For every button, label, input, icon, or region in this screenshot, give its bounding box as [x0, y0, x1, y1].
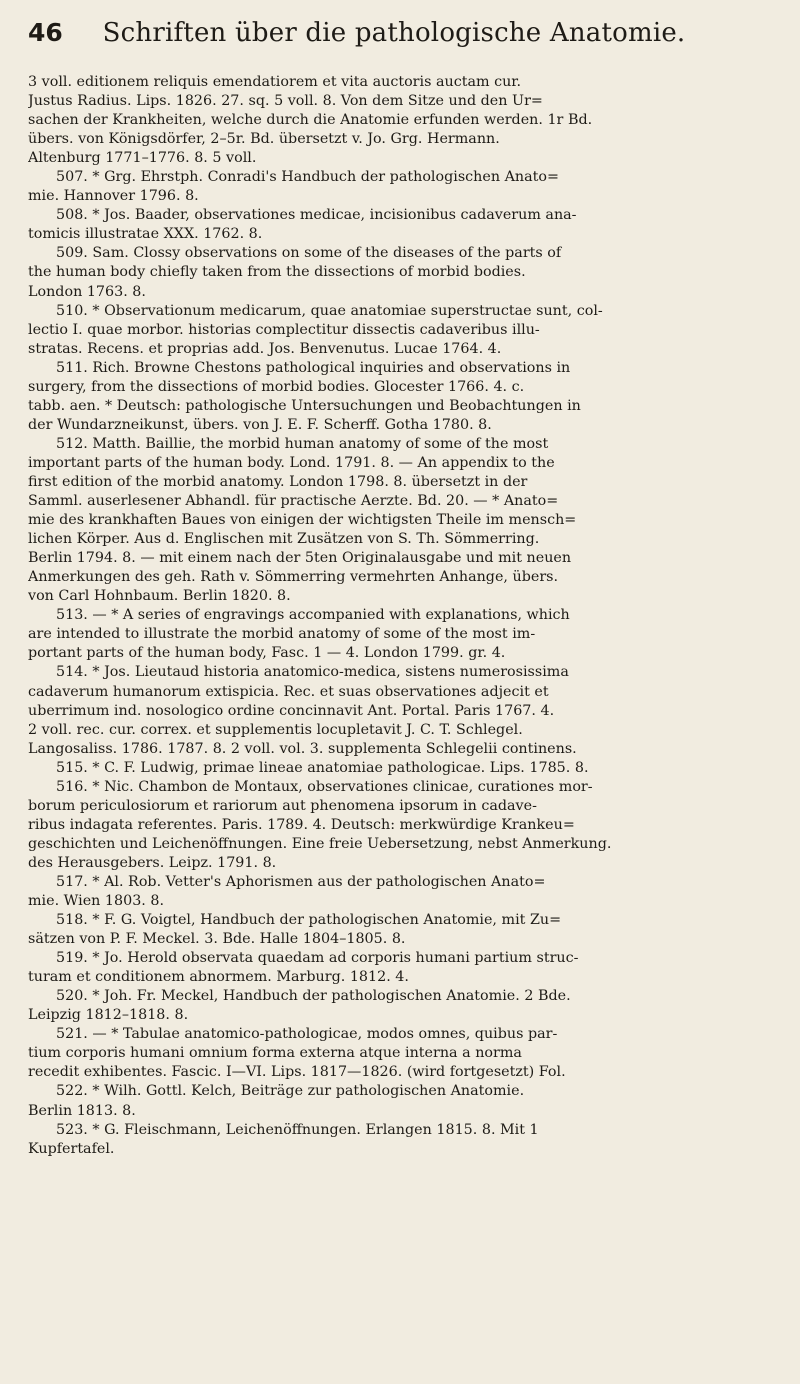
entry-line: uberrimum ind. nosologico ordine concinnavit Ant. Portal. Paris 1767. 4. — [28, 702, 555, 719]
entry-line: 507. * Grg. Ehrstph. Conradi's Handbuch der pathologischen Anato= — [56, 169, 559, 186]
entry-line: 522. * Wilh. Gottl. Kelch, Beiträge zur pathologischen Anatomie. — [56, 1083, 525, 1100]
running-title: Schriften über die pathologische Anatomie. — [102, 18, 686, 48]
entry-line: mie. Wien 1803. 8. — [28, 893, 165, 910]
entry-line: Kupfertafel. — [28, 1140, 115, 1157]
entry-line: tomicis illustratae XXX. 1762. 8. — [28, 226, 263, 243]
bibliography-entry — [28, 778, 764, 873]
entry-line: 512. Matth. Baillie, the morbid human anatomy of some of the most — [56, 435, 549, 452]
entry-line: 509. Sam. Clossy observations on some of the diseases of the parts of — [56, 245, 562, 262]
bibliography-list — [28, 73, 764, 1159]
entry-line: Samml. auserlesener Abhandl. für practische Aerzte. Bd. 20. — * Anato= — [28, 493, 559, 510]
entry-line: turam et conditionem abnormem. Marburg. 1812. 4. — [28, 969, 409, 986]
bibliography-entry — [28, 359, 764, 435]
bibliography-entry — [28, 1025, 764, 1082]
entry-line: recedit exhibentes. Fascic. I—VI. Lips. 1817—1826. (wird fortgesetzt) Fol. — [28, 1064, 566, 1081]
entry-line: 519. * Jo. Herold observata quaedam ad corporis humani partium struc- — [56, 950, 579, 967]
bibliography-entry — [28, 302, 764, 359]
entry-line: surgery, from the dissections of morbid bodies. Glocester 1766. 4. c. — [28, 378, 525, 395]
entry-line: portant parts of the human body, Fasc. 1 — 4. London 1799. gr. 4. — [28, 645, 506, 662]
entry-line: Altenburg 1771–1776. 8. 5 voll. — [28, 150, 257, 167]
entry-line: cadaverum humanorum extispicia. Rec. et suas observationes adjecit et — [28, 683, 549, 700]
entry-line: übers. von Königsdörfer, 2–5r. Bd. übersetzt v. Jo. Grg. Hermann. — [28, 131, 500, 148]
bibliography-entry — [28, 663, 764, 758]
entry-line: 2 voll. rec. cur. correx. et supplementis locupletavit J. C. T. Schlegel. — [28, 721, 523, 738]
entry-line: 508. * Jos. Baader, observationes medicae, incisionibus cadaverum ana- — [56, 207, 577, 224]
entry-line: lichen Körper. Aus d. Englischen mit Zusätzen von S. Th. Sömmerring. — [28, 531, 540, 548]
entry-line: 513. — * A series of engravings accompanied with explanations, which — [56, 607, 570, 624]
entry-line: Justus Radius. Lips. 1826. 27. sq. 5 voll. 8. Von dem Sitze und den Ur= — [28, 93, 543, 110]
bibliography-entry — [28, 73, 764, 168]
entry-line: 523. * G. Fleischmann, Leichenöffnungen. Erlangen 1815. 8. Mit 1 — [56, 1121, 539, 1138]
entry-line: important parts of the human body. Lond. 1791. 8. — An appendix to the — [28, 454, 555, 471]
entry-line: sätzen von P. F. Meckel. 3. Bde. Halle 1804–1805. 8. — [28, 931, 406, 948]
bibliography-entry — [28, 949, 764, 987]
entry-line: 516. * Nic. Chambon de Montaux, observationes clinicae, curationes mor- — [56, 778, 593, 795]
entry-line: mie. Hannover 1796. 8. — [28, 188, 199, 205]
entry-line: Leipzig 1812–1818. 8. — [28, 1007, 189, 1024]
entry-line: ribus indagata referentes. Paris. 1789. 4. Deutsch: merkwürdige Krankeu= — [28, 816, 575, 833]
bibliography-entry — [28, 1082, 764, 1120]
entry-line: the human body chiefly taken from the dissections of morbid bodies. — [28, 264, 526, 281]
bibliography-entry — [28, 244, 764, 301]
bibliography-entry — [28, 206, 764, 244]
page-header — [28, 16, 760, 60]
entry-line: 514. * Jos. Lieutaud historia anatomico-medica, sistens numerosissima — [56, 664, 569, 681]
page-number: 46 — [28, 18, 63, 47]
entry-line: Berlin 1794. 8. — mit einem nach der 5ten Originalausgabe und mit neuen — [28, 550, 572, 567]
entry-line: borum periculosiorum et rariorum aut phenomena ipsorum in cadave- — [28, 797, 537, 814]
bibliography-entry — [28, 873, 764, 911]
entry-line: sachen der Krankheiten, welche durch die Anatomie erfunden werden. 1r Bd. — [28, 112, 593, 129]
bibliography-entry — [28, 1121, 764, 1159]
entry-line: 520. * Joh. Fr. Meckel, Handbuch der pathologischen Anatomie. 2 Bde. — [56, 988, 571, 1005]
entry-line: 510. * Observationum medicarum, quae anatomiae superstructae sunt, col- — [56, 302, 603, 319]
entry-line: 515. * C. F. Ludwig, primae lineae anatomiae pathologicae. Lips. 1785. 8. — [56, 759, 589, 776]
entry-line: London 1763. 8. — [28, 283, 146, 300]
entry-line: 517. * Al. Rob. Vetter's Aphorismen aus der pathologischen Anato= — [56, 873, 546, 890]
bibliography-entry — [28, 987, 764, 1025]
entry-line: stratas. Recens. et proprias add. Jos. Benvenutus. Lucae 1764. 4. — [28, 340, 502, 357]
entry-line: tium corporis humani omnium forma externa atque interna a norma — [28, 1045, 522, 1062]
entry-line: lectio I. quae morbor. historias complectitur dissectis cadaveribus illu- — [28, 321, 540, 338]
entry-line: geschichten und Leichenöffnungen. Eine freie Uebersetzung, nebst Anmerkung. — [28, 835, 612, 852]
entry-line: 521. — * Tabulae anatomico-pathologicae, modos omnes, quibus par- — [56, 1026, 558, 1043]
entry-line: Anmerkungen des geh. Rath v. Sömmerring vermehrten Anhange, übers. — [28, 569, 559, 586]
entry-line: Berlin 1813. 8. — [28, 1102, 136, 1119]
entry-line: der Wundarzneikunst, übers. von J. E. F. Scherff. Gotha 1780. 8. — [28, 416, 492, 433]
entry-line: are intended to illustrate the morbid anatomy of some of the most im- — [28, 626, 536, 643]
entry-line: von Carl Hohnbaum. Berlin 1820. 8. — [28, 588, 291, 605]
bibliography-entry — [28, 911, 764, 949]
bibliography-entry — [28, 606, 764, 663]
bibliography-entry — [28, 759, 764, 778]
entry-line: 3 voll. editionem reliquis emendatiorem et vita auctoris auctam cur. — [28, 74, 522, 90]
entry-line: tabb. aen. * Deutsch: pathologische Untersuchungen und Beobachtungen in — [28, 397, 581, 414]
entry-line: 518. * F. G. Voigtel, Handbuch der pathologischen Anatomie, mit Zu= — [56, 912, 562, 929]
bibliography-entry — [28, 435, 764, 606]
bibliography-entry — [28, 168, 764, 206]
entry-line: mie des krankhaften Baues von einigen der wichtigsten Theile im mensch= — [28, 512, 577, 529]
entry-line: Langosaliss. 1786. 1787. 8. 2 voll. vol. 3. supplementa Schlegelii continens. — [28, 740, 577, 757]
entry-line: first edition of the morbid anatomy. London 1798. 8. übersetzt in der — [28, 473, 528, 490]
entry-line: des Herausgebers. Leipz. 1791. 8. — [28, 854, 277, 871]
entry-line: 511. Rich. Browne Chestons pathological inquiries and observations in — [56, 359, 571, 376]
